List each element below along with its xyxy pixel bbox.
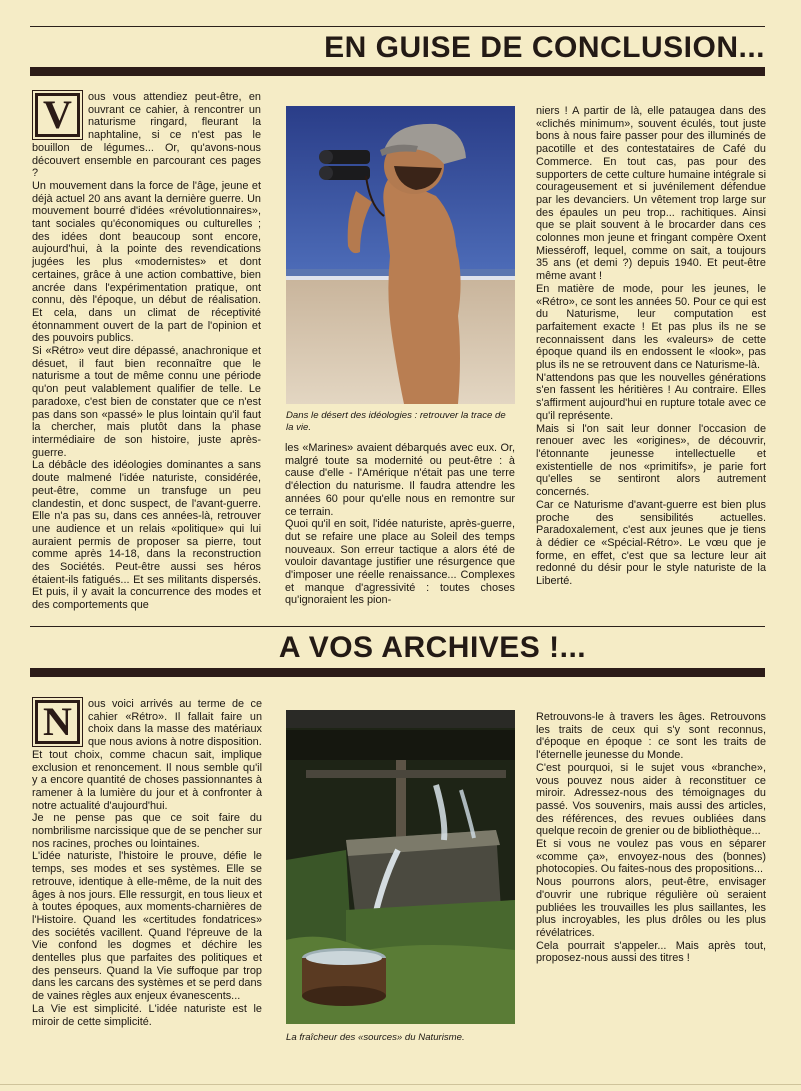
paragraph: Retrouvons-le à travers les âges. Retrouvons les traits de ceux qui s'y sont reconnus, d'époque en époque : ce sont les traits de l'éternelle jeunesse du Monde.: [536, 711, 766, 762]
paragraph: Cela pourrait s'appeler... Mais après tout, proposez-nous aussi des titres !: [536, 939, 766, 965]
paragraph: Et si vous ne voulez pas vous en séparer «comme ça», envoyez-nous des (bonnes) photocopies. Ou faites-nous des propositions...: [536, 838, 766, 876]
paragraph: Un mouvement dans la force de l'âge, jeune et déjà actuel 20 ans avant la dernière guerre. Un mouvement bourré d'idées «révolutionnaires», tant sociales qu'économiques ou culturelles ; des idées dont beaucoup sont encore, aujourd'hui, à la pointe des revendications jugées les plus «modernistes» et dont certaines, grâce à une action combattive, bien ancrée dans l'expérimentation pratique, ont connu, dès l'époque, un début de réalisation. Et cela, dans un climat de réceptivité étonnamment ouvert de la part de l'opinion et des pouvoirs publics.: [32, 179, 261, 345]
paragraph: C'est pourquoi, si le sujet vous «branche», vous pouvez nous aider à reconstituer ce miroir. Adressez-nous des témoignages du passé. Vos souvenirs, mais aussi des articles, des références, des revues oubliées dans quelque recoin de grenier ou de bibliothèque...: [536, 761, 766, 838]
photo-caption-1: Dans le désert des idéologies : retrouver la trace de la vie.: [286, 410, 506, 433]
section-title-conclusion: EN GUISE DE CONCLUSION...: [324, 31, 765, 64]
conclusion-column-2: [285, 442, 515, 607]
dropcap-n: N: [35, 700, 80, 744]
paragraph: Quoi qu'il en soit, l'idée naturiste, après-guerre, dut se refaire une place au Soleil des temps nouveaux. Son erreur tactique a alors été de vouloir davantage justifier une résurgence que d'imposer une réelle renaissance... Complexes et manque d'agressivité : toutes choses qu'ignoraient les pion-: [285, 518, 515, 607]
heading-rule: [30, 67, 765, 76]
paragraph: ous voici arrivés au terme de ce cahier «Rétro». Il fallait faire un choix dans la masse des matériaux que nous avions à notre disposition.: [88, 698, 262, 749]
archives-column-1: [32, 698, 262, 1028]
paragraph: Et tout choix, comme chacun sait, implique exclusion et renoncement. Il nous semble qu'il y a encore quantité de choses passionnantes à ramener à la lumière du jour et à confronter à notre actualité d'aujourd'hui.: [32, 748, 262, 812]
section-title-archives: A VOS ARCHIVES !...: [278, 631, 587, 664]
paragraph: Je ne pense pas que ce soit faire du nombrilisme narcissique que de se pencher sur nos racines, proches ou lointaines.: [32, 812, 262, 850]
paragraph: niers ! A partir de là, elle pataugea dans des «clichés minimum», souvent éculés, tout juste bons à nous faire passer pour des illuminés de pacotille et des contestataires de Café du Commerce. En tout cas, pas pour des supporters de cette culture humaine intégrale si courageusement et si juvénilement défendue par les devanciers. Un vêtement trop large sur des épaules un peu trop... rachitiques. Ainsi que se plait souvent à le brocarder dans ces colonnes mon jeune et fringant compère Oxent Miesséroff, lequel, comme on sait, a toujours 35 ans (et demi ?) depuis 1940. Et peut-être même avant !: [536, 105, 766, 283]
dropcap-v: V: [35, 93, 80, 137]
top-rule: [30, 26, 765, 27]
paragraph: N'attendons pas que les nouvelles générations s'en fassent les héritières ! Au contraire. Elles s'affirment aujourd'hui en rupture totale avec ce qu'il représente.: [536, 371, 766, 422]
photo-child-binoculars: [286, 106, 515, 404]
paragraph: Si «Rétro» veut dire dépassé, anachronique et désuet, il faut bien reconnaître que le naturisme a tout de même connu une période qu'on peut valablement qualifier de telle. Le paradoxe, c'est bien de constater que ce n'est pas dans son «passé» le plus lointain qu'il faut la chercher, mais plutôt dans la phase intermédiaire de son histoire, juste après-guerre.: [32, 345, 261, 459]
bottom-edge: [0, 1084, 801, 1085]
conclusion-column-1: [32, 91, 261, 612]
archives-column-3: [536, 711, 766, 965]
paragraph: La débâcle des idéologies dominantes a sans doute malmené l'idée naturiste, considérée, peut-être, comme un transfuge un peu clandestin, et donc suspect, de l'avant-guerre. Elle n'a pas su, dans ces années-là, retrouver une audience et un relais «politique» qui lui auraient permis de proposer sa pierre, tout comme après 14-18, dans la reconstruction des Sociétés. Peut-être aussi ses héros étaient-ils fatigués... Et ses militants dispersés. Et puis, il y avait la concurrence des modes et des comportements que: [32, 459, 261, 612]
paragraph: La Vie est simplicité. L'idée naturiste est le miroir de cette simplicité.: [32, 1002, 262, 1028]
paragraph: Mais si l'on sait leur donner l'occasion de renouer avec les «origines», de découvrir, l'étonnante jeunesse intellectuelle et existentielle de nos «primitifs», je parie fort qu'elles se sentiront alors autrement concernés.: [536, 422, 766, 499]
section-divider-rule: [30, 626, 765, 627]
conclusion-column-3: [536, 105, 766, 588]
heading-rule: [30, 668, 765, 677]
paragraph: ous vous attendiez peut-être, en ouvrant ce cahier, à rencontrer un naturisme ringard, fleurant la naphtaline, si ce n'est pas le bouillon de légumes... Or, qu'avons-nous découvert ensemble en parcourant ces pages ?: [32, 91, 261, 180]
paragraph: Nous pourrons alors, peut-être, envisager d'ouvrir une rubrique régulière où seraient publiées les trouvailles les plus saillantes, les plus incroyables, les plus drôles ou les plus révélatrices.: [536, 876, 766, 939]
photo-caption-2: La fraîcheur des «sources» du Naturisme.: [286, 1032, 465, 1043]
photo-water-spring: [286, 710, 515, 1024]
paragraph: L'idée naturiste, l'histoire le prouve, défie le temps, ses modes et ses systèmes. Elle se retrouve, identique à elle-même, de la nuit des âges à nos jours. Elle ressurgit, en tous lieux et à toutes époques, aux moments-charnières de l'Histoire. Quand les «certitudes fondatrices» des sociétés vacillent. Quand l'épreuve de la Vie confond les dogmes et déchire les dentelles plus que parfaites des politiques et des penseurs. Quand la Vie suffoque par trop dans les carcans des systèmes et se perd dans de vaines règles aux enjeux évanescents...: [32, 850, 262, 1003]
paragraph: les «Marines» avaient débarqués avec eux. Or, malgré toute sa modernité ou peut-être : à cause d'elle - l'Amérique n'était pas une terre d'élection du naturisme. Il faudra attendre les années 60 pour qu'elle nous en remontre sur ce terrain.: [285, 442, 515, 518]
paragraph: Car ce Naturisme d'avant-guerre est bien plus proche des sensibilités actuelles. Paradoxalement, c'est aux jeunes que je tiens à dédier ce «Spécial-Rétro». Le vœu que je forme, en effet, c'est que sa lecture leur ait redonné du désir pour le style naturiste de la Liberté.: [536, 498, 766, 588]
paragraph: En matière de mode, pour les jeunes, le «Rétro», ce sont les années 50. Pour ce qui est du Naturisme, leur computation est parfaitement exacte ! Et pas plus ils ne se reconnaissent dans les «valeurs» de cette époque quand ils en endossent le «look», pas plus ils ne se retrouvent dans ce Naturisme-là.: [536, 282, 766, 372]
